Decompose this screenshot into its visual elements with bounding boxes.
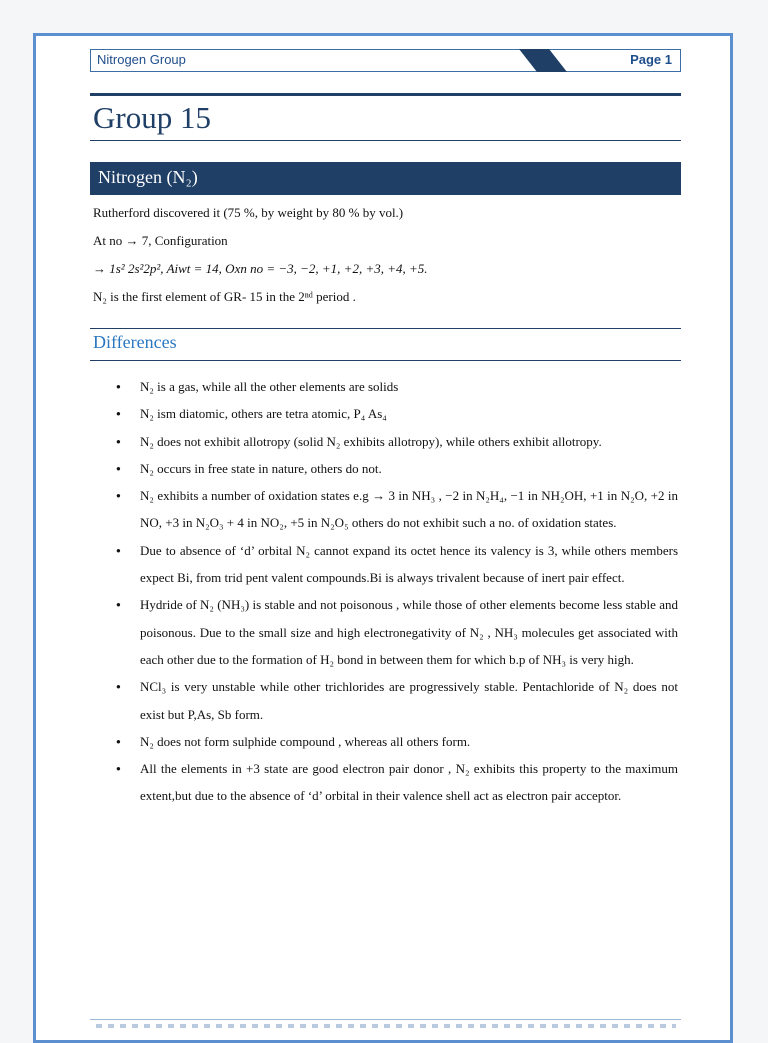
list-item: ● N₂ does not exhibit allotropy (solid N₂ exhibits allotropy), while others exhibit allotropy. [116, 428, 678, 455]
list-item: ● N₂ ism diatomic, others are tetra atomic, P₄ As₄ [116, 400, 678, 427]
header-title: Nitrogen Group [97, 52, 186, 67]
footer-rule [90, 1019, 681, 1020]
intro-line-2: At no → 7, Configuration [93, 233, 228, 248]
header-stripe-decoration [519, 49, 619, 72]
intro-line-1: Rutherford discovered it (75 %, by weight by 80 % by vol.) [93, 205, 404, 220]
document-page [33, 33, 733, 1043]
title-rule-top [90, 93, 681, 96]
list-item: ● NCl₃ is very unstable while other trichlorides are progressively stable. Pentachloride of N₂ does not exist but P,As, Sb form. [116, 673, 678, 728]
differences-list [116, 373, 678, 810]
list-item: ● N₂ exhibits a number of oxidation states e.g → 3 in NH₃ , −2 in N₂H₄, −1 in NH₂OH, +1 in N₂O, +2 in NO, +3 in N₂O₃ + 4 in NO₂, +5 in N₂O₅ others do not exhibit such a no. of oxidation states. [116, 482, 678, 537]
differences-rule-bottom [90, 360, 681, 361]
list-item: ● Hydride of N₂ (NH₃) is stable and not poisonous , while those of other elements become less stable and poisonous. Due to the small size and high electronegativity of N₂ , NH₃ molecules get associated with each other due to the formation of H₂ bond in between them for which b.p of NH₃ is very high. [116, 591, 678, 673]
intro-line-4: N₂ is the first element of GR- 15 in the 2ⁿᵈ period . [93, 289, 356, 304]
page-number: Page 1 [630, 52, 672, 67]
page-header [90, 49, 681, 72]
list-item: ● All the elements in +3 state are good electron pair donor , N₂ exhibits this property to the maximum extent,but due to the absence of ‘d’ orbital in their valence shell act as electron pair acceptor. [116, 755, 678, 810]
list-item: ● N₂ occurs in free state in nature, others do not. [116, 455, 678, 482]
section-bar-title: Nitrogen (N₂) [98, 167, 198, 187]
footer-decoration [96, 1024, 676, 1028]
list-item: ● N₂ does not form sulphide compound , whereas all others form. [116, 728, 678, 755]
page-title: Group 15 [93, 100, 211, 135]
section-bar [90, 162, 681, 195]
differences-heading: Differences [93, 332, 177, 352]
list-item: ● Due to absence of ‘d’ orbital N₂ cannot expand its octet hence its valency is 3, while others members expect Bi, from trid pent valent compounds.Bi is always trivalent because of inert pair effect. [116, 537, 678, 592]
intro-line-3: → 1s² 2s²2p², Aiwt = 14, Oxn no = −3, −2, +1, +2, +3, +4, +5. [93, 261, 428, 276]
list-item: ● N₂ is a gas, while all the other elements are solids [116, 373, 678, 400]
title-rule-bottom [90, 140, 681, 141]
differences-rule-top [90, 328, 681, 329]
